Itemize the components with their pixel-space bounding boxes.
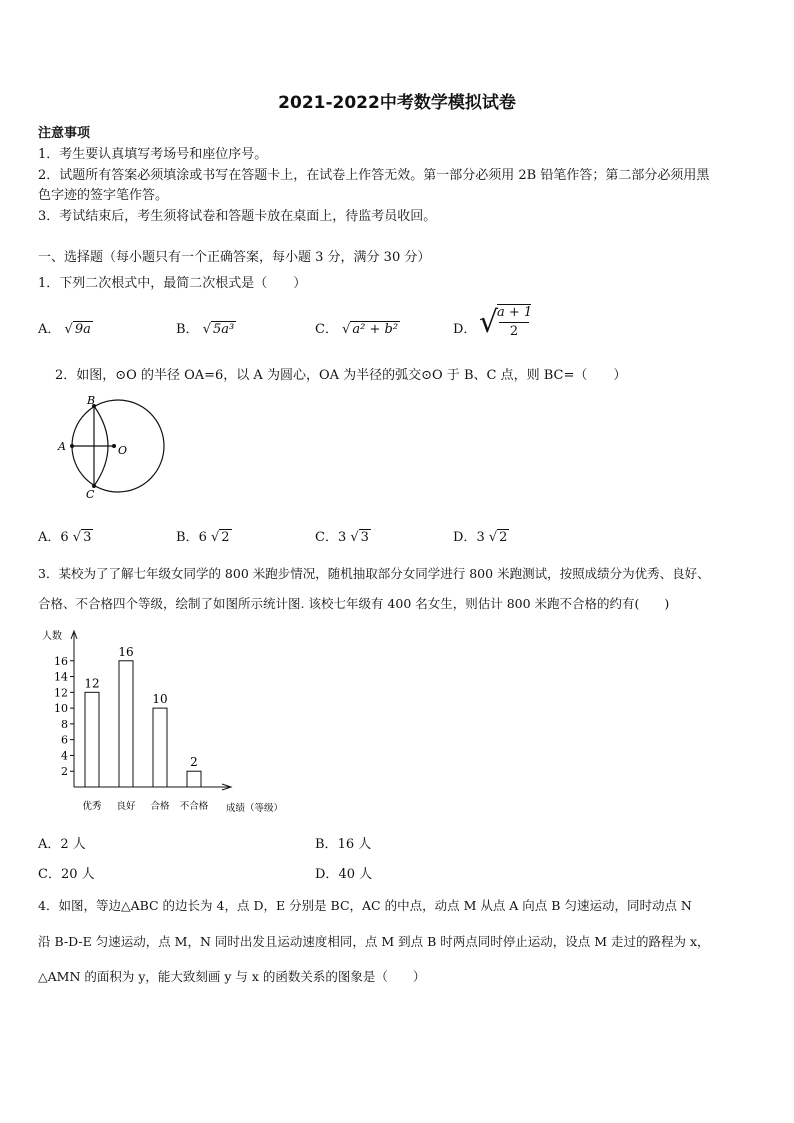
option-text: 40 人	[338, 867, 373, 882]
radicand: 3	[83, 530, 92, 545]
y-tick-label: 12	[54, 686, 68, 700]
q1-option-c	[315, 318, 400, 337]
q1-option-a	[38, 318, 93, 337]
bar	[119, 661, 133, 787]
notice-item-3: 3．考试结束后，考生须将试卷和答题卡放在桌面上，待监考员收回。	[38, 209, 437, 224]
label-b: B	[87, 394, 96, 407]
y-tick-label: 6	[61, 733, 68, 747]
category-label: 优秀	[82, 801, 102, 812]
bar	[187, 771, 201, 787]
category-label: 不合格	[179, 801, 209, 812]
radical: √ a² + b²	[342, 322, 399, 337]
coefficient: 6	[60, 530, 69, 545]
notice-item-2: 2．试题所有答案必须填涂或书写在答题卡上，在试卷上作答无效。第一部分必须用 2B 铅笔作答；第二部分必须用黑	[38, 168, 710, 183]
y-axis-label: 人数	[42, 631, 62, 642]
q2-stem: 2．如图，⊙O 的半径 OA=6，以 A 为圆心，OA 为半径的弧交⊙O 于 B、C 点，则 BC=（ ）	[55, 368, 627, 383]
label-o: O	[118, 444, 128, 457]
option-label: B．	[176, 530, 199, 545]
q3-option-b	[315, 833, 371, 852]
q4-line-2: 沿 B-D-E 匀速运动，点 M，N 同时出发且运动速度相同，点 M 到点 B 时两点同时停止运动，设点 M 走过的路程为 x，	[38, 934, 710, 949]
radicand: 9a	[74, 322, 91, 337]
radicand: 3	[360, 530, 369, 545]
fraction-denominator: 2	[509, 324, 519, 339]
page-title: 2021-2022中考数学模拟试卷	[278, 93, 516, 113]
data-label: 10	[152, 692, 168, 707]
point-a	[70, 444, 74, 448]
y-tick-label: 16	[54, 654, 68, 668]
coefficient: 6	[198, 530, 207, 545]
fraction-numerator: a + 1	[497, 305, 533, 320]
option-label: D．	[453, 322, 477, 337]
label-c: C	[86, 488, 95, 501]
q4-line-1: 4．如图，等边△ABC 的边长为 4，点 D，E 分别是 BC，AC 的中点，动点 M 从点 A 向点 B 匀速运动，同时动点 N	[38, 898, 692, 913]
option-label: B．	[315, 837, 338, 852]
option-label: C．	[315, 322, 338, 337]
notice-heading: 注意事项	[38, 126, 91, 141]
y-tick-label: 10	[54, 702, 68, 716]
bar-chart	[34, 625, 304, 820]
option-text: 2 人	[60, 837, 86, 852]
option-text: 16 人	[337, 837, 372, 852]
radicand: 2	[499, 530, 508, 545]
notice-item-1: 1．考生要认真填写考场号和座位序号。	[38, 147, 268, 162]
coefficient: 3	[476, 530, 485, 545]
category-label: 合格	[150, 801, 170, 812]
y-tick-label: 14	[54, 670, 68, 684]
bar	[153, 708, 167, 787]
category-label: 良好	[116, 801, 136, 812]
option-label: A．	[38, 322, 61, 337]
q2-option-a: A．6 √ 3	[38, 530, 92, 545]
coefficient: 3	[337, 530, 347, 545]
q3-line-2: 合格、不合格四个等级，绘制了如图所示统计图. 该校七年级有 400 名女生，则估计 800 米跑不合格的约有( )	[38, 596, 670, 611]
radical: √ 9a	[64, 322, 91, 337]
section-heading: 一、选择题（每小题只有一个正确答案，每小题 3 分，满分 30 分）	[38, 250, 431, 265]
q3-option-a	[38, 833, 86, 852]
bar	[85, 692, 99, 787]
option-label: A．	[38, 530, 61, 545]
y-tick-label: 2	[61, 765, 68, 779]
y-tick-label: 8	[61, 717, 68, 731]
q2-option-c: C．3 √ 3	[315, 530, 369, 545]
q1-option-b	[176, 318, 236, 337]
q3-option-c	[38, 863, 95, 882]
option-text: 20 人	[60, 867, 95, 882]
option-label: D．	[315, 867, 339, 882]
option-label: A．	[38, 837, 61, 852]
y-tick-label: 4	[61, 749, 68, 763]
radical-sign: √	[479, 305, 499, 340]
option-label: C．	[38, 867, 61, 882]
q2-option-b: B．6 √ 2	[176, 530, 230, 545]
option-label: C．	[315, 530, 338, 545]
q1-stem: 1．下列二次根式中，最简二次根式是（ ）	[38, 276, 307, 291]
radicand: 5a³	[213, 322, 235, 337]
q2-option-d: D．3 √ 2	[453, 530, 508, 545]
option-label: B．	[176, 322, 199, 337]
data-label: 12	[84, 676, 100, 691]
x-axis-label: 成绩（等级）	[226, 803, 284, 814]
q2-circle-figure	[50, 392, 170, 507]
radicand: a² + b²	[352, 322, 399, 337]
data-label: 16	[118, 644, 134, 659]
q3-option-d	[315, 863, 372, 882]
q4-line-3: △AMN 的面积为 y，能大致刻画 y 与 x 的函数关系的图象是（ ）	[38, 969, 426, 984]
notice-item-2-cont: 色字迹的签字笔作答。	[38, 188, 169, 203]
label-a: A	[58, 440, 66, 453]
radical: √ 5a³	[202, 322, 235, 337]
point-o	[112, 444, 116, 448]
fraction-bar	[499, 322, 529, 323]
data-label: 2	[190, 755, 198, 770]
option-label: D．	[453, 530, 477, 545]
q3-line-1: 3．某校为了了解七年级女同学的 800 米跑步情况，随机抽取部分女同学进行 800 米跑测试，按照成绩分为优秀、良好、	[38, 566, 710, 581]
radicand: 2	[221, 530, 230, 545]
